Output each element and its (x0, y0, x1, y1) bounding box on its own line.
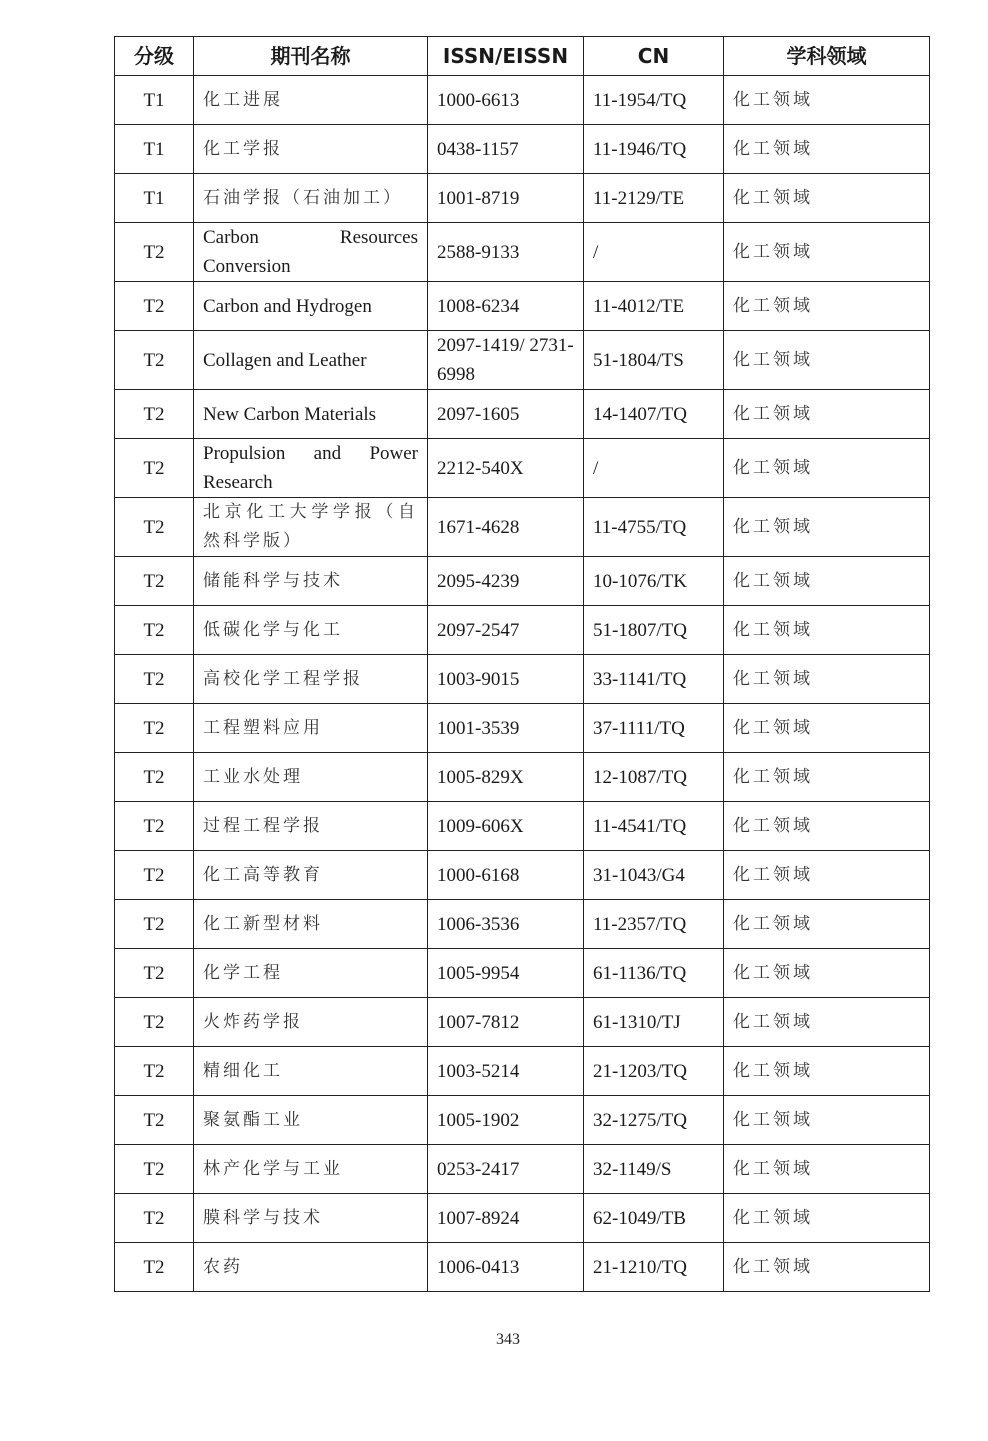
table-row (115, 76, 930, 125)
field-cell: 化工领域 (724, 655, 930, 704)
journal-name-cell: 精细化工 (194, 1047, 428, 1096)
tier-cell: T2 (115, 557, 194, 606)
journal-name-cell: 化工进展 (194, 76, 428, 125)
cn-cell: 12-1087/TQ (584, 753, 724, 802)
issn-cell: 1000-6613 (428, 76, 584, 125)
journal-name-cell: 农药 (194, 1243, 428, 1292)
issn-cell: 2095-4239 (428, 557, 584, 606)
issn-cell: 1006-0413 (428, 1243, 584, 1292)
table-row (115, 802, 930, 851)
issn-cell: 1671-4628 (428, 498, 584, 557)
table-row (115, 998, 930, 1047)
field-cell: 化工领域 (724, 390, 930, 439)
field-cell: 化工领域 (724, 949, 930, 998)
tier-cell: T2 (115, 900, 194, 949)
tier-cell: T2 (115, 439, 194, 498)
tier-cell: T2 (115, 802, 194, 851)
header-cn: CN (584, 37, 724, 76)
journal-name-cell: 化工学报 (194, 125, 428, 174)
tier-cell: T1 (115, 174, 194, 223)
issn-cell: 1005-1902 (428, 1096, 584, 1145)
field-cell: 化工领域 (724, 753, 930, 802)
tier-cell: T1 (115, 125, 194, 174)
tier-cell: T2 (115, 655, 194, 704)
tier-cell: T2 (115, 851, 194, 900)
table-row (115, 1145, 930, 1194)
field-cell: 化工领域 (724, 557, 930, 606)
cn-cell: 31-1043/G4 (584, 851, 724, 900)
journal-name-cell: New Carbon Materials (194, 390, 428, 439)
journal-name-cell: 低碳化学与化工 (194, 606, 428, 655)
header-journal-name: 期刊名称 (194, 37, 428, 76)
field-cell: 化工领域 (724, 998, 930, 1047)
field-cell: 化工领域 (724, 606, 930, 655)
issn-cell: 1007-7812 (428, 998, 584, 1047)
issn-cell: 1009-606X (428, 802, 584, 851)
table-row (115, 174, 930, 223)
issn-cell: 1003-9015 (428, 655, 584, 704)
table-row (115, 439, 930, 498)
field-cell: 化工领域 (724, 1047, 930, 1096)
tier-cell: T2 (115, 390, 194, 439)
journal-name-cell: Propulsion and Power Research (194, 439, 428, 498)
cn-cell: 11-1946/TQ (584, 125, 724, 174)
cn-cell: 11-4755/TQ (584, 498, 724, 557)
table-row (115, 390, 930, 439)
table-row (115, 949, 930, 998)
field-cell: 化工领域 (724, 331, 930, 390)
issn-cell: 2588-9133 (428, 223, 584, 282)
table-row (115, 223, 930, 282)
journal-name-cell: Carbon and Hydrogen (194, 282, 428, 331)
journal-name-cell: 北京化工大学学报（自然科学版） (194, 498, 428, 557)
field-cell: 化工领域 (724, 704, 930, 753)
journal-name-cell: 膜科学与技术 (194, 1194, 428, 1243)
issn-cell: 1005-829X (428, 753, 584, 802)
journal-name-cell: 过程工程学报 (194, 802, 428, 851)
table-row (115, 1194, 930, 1243)
issn-cell: 2097-1605 (428, 390, 584, 439)
field-cell: 化工领域 (724, 1145, 930, 1194)
tier-cell: T2 (115, 498, 194, 557)
journal-name-cell: 工业水处理 (194, 753, 428, 802)
table-row (115, 753, 930, 802)
cn-cell: 11-4012/TE (584, 282, 724, 331)
issn-cell: 2212-540X (428, 439, 584, 498)
table-row (115, 498, 930, 557)
issn-cell: 1006-3536 (428, 900, 584, 949)
issn-cell: 0438-1157 (428, 125, 584, 174)
issn-cell: 2097-2547 (428, 606, 584, 655)
tier-cell: T2 (115, 223, 194, 282)
tier-cell: T2 (115, 282, 194, 331)
issn-cell: 1005-9954 (428, 949, 584, 998)
issn-cell: 0253-2417 (428, 1145, 584, 1194)
cn-cell: 11-4541/TQ (584, 802, 724, 851)
issn-cell: 1007-8924 (428, 1194, 584, 1243)
field-cell: 化工领域 (724, 174, 930, 223)
cn-cell: 51-1807/TQ (584, 606, 724, 655)
cn-cell: 33-1141/TQ (584, 655, 724, 704)
issn-cell: 1001-8719 (428, 174, 584, 223)
header-issn: ISSN/EISSN (428, 37, 584, 76)
journal-name-cell: 聚氨酯工业 (194, 1096, 428, 1145)
journal-name-cell: 火炸药学报 (194, 998, 428, 1047)
field-cell: 化工领域 (724, 125, 930, 174)
field-cell: 化工领域 (724, 282, 930, 331)
issn-cell: 1000-6168 (428, 851, 584, 900)
tier-cell: T2 (115, 1096, 194, 1145)
cn-cell: 10-1076/TK (584, 557, 724, 606)
field-cell: 化工领域 (724, 802, 930, 851)
table-row (115, 704, 930, 753)
cn-cell: 21-1203/TQ (584, 1047, 724, 1096)
issn-cell: 2097-1419/ 2731-6998 (428, 331, 584, 390)
journal-name-cell: 储能科学与技术 (194, 557, 428, 606)
tier-cell: T2 (115, 1243, 194, 1292)
journal-name-cell: 化学工程 (194, 949, 428, 998)
issn-cell: 1001-3539 (428, 704, 584, 753)
tier-cell: T1 (115, 76, 194, 125)
header-field: 学科领域 (724, 37, 930, 76)
cn-cell: / (584, 439, 724, 498)
table-row (115, 900, 930, 949)
table-row (115, 1243, 930, 1292)
issn-cell: 1008-6234 (428, 282, 584, 331)
header-row (115, 37, 930, 76)
table-row (115, 655, 930, 704)
page-number: 343 (496, 1331, 520, 1348)
table-row (115, 331, 930, 390)
journal-name-cell: 化工新型材料 (194, 900, 428, 949)
tier-cell: T2 (115, 331, 194, 390)
cn-cell: 61-1136/TQ (584, 949, 724, 998)
cn-cell: 37-1111/TQ (584, 704, 724, 753)
cn-cell: / (584, 223, 724, 282)
field-cell: 化工领域 (724, 223, 930, 282)
field-cell: 化工领域 (724, 900, 930, 949)
tier-cell: T2 (115, 704, 194, 753)
cn-cell: 62-1049/TB (584, 1194, 724, 1243)
cn-cell: 11-1954/TQ (584, 76, 724, 125)
field-cell: 化工领域 (724, 851, 930, 900)
tier-cell: T2 (115, 1145, 194, 1194)
tier-cell: T2 (115, 1194, 194, 1243)
table-row (115, 282, 930, 331)
table-row (115, 1096, 930, 1145)
journal-name-cell: 工程塑料应用 (194, 704, 428, 753)
header-tier: 分级 (115, 37, 194, 76)
journal-name-cell: Carbon Resources Conversion (194, 223, 428, 282)
cn-cell: 32-1149/S (584, 1145, 724, 1194)
table-row (115, 557, 930, 606)
cn-cell: 61-1310/TJ (584, 998, 724, 1047)
table-row (115, 851, 930, 900)
table-row (115, 606, 930, 655)
issn-cell: 1003-5214 (428, 1047, 584, 1096)
table-row (115, 1047, 930, 1096)
cn-cell: 11-2129/TE (584, 174, 724, 223)
journal-table (114, 36, 930, 1292)
cn-cell: 21-1210/TQ (584, 1243, 724, 1292)
journal-name-cell: 林产化学与工业 (194, 1145, 428, 1194)
journal-name-cell: Collagen and Leather (194, 331, 428, 390)
journal-name-cell: 石油学报（石油加工） (194, 174, 428, 223)
table-row (115, 125, 930, 174)
field-cell: 化工领域 (724, 498, 930, 557)
cn-cell: 32-1275/TQ (584, 1096, 724, 1145)
tier-cell: T2 (115, 606, 194, 655)
tier-cell: T2 (115, 753, 194, 802)
journal-name-cell: 高校化学工程学报 (194, 655, 428, 704)
cn-cell: 51-1804/TS (584, 331, 724, 390)
cn-cell: 11-2357/TQ (584, 900, 724, 949)
field-cell: 化工领域 (724, 1243, 930, 1292)
field-cell: 化工领域 (724, 1194, 930, 1243)
tier-cell: T2 (115, 998, 194, 1047)
tier-cell: T2 (115, 949, 194, 998)
tier-cell: T2 (115, 1047, 194, 1096)
journal-name-cell: 化工高等教育 (194, 851, 428, 900)
field-cell: 化工领域 (724, 1096, 930, 1145)
field-cell: 化工领域 (724, 76, 930, 125)
cn-cell: 14-1407/TQ (584, 390, 724, 439)
field-cell: 化工领域 (724, 439, 930, 498)
